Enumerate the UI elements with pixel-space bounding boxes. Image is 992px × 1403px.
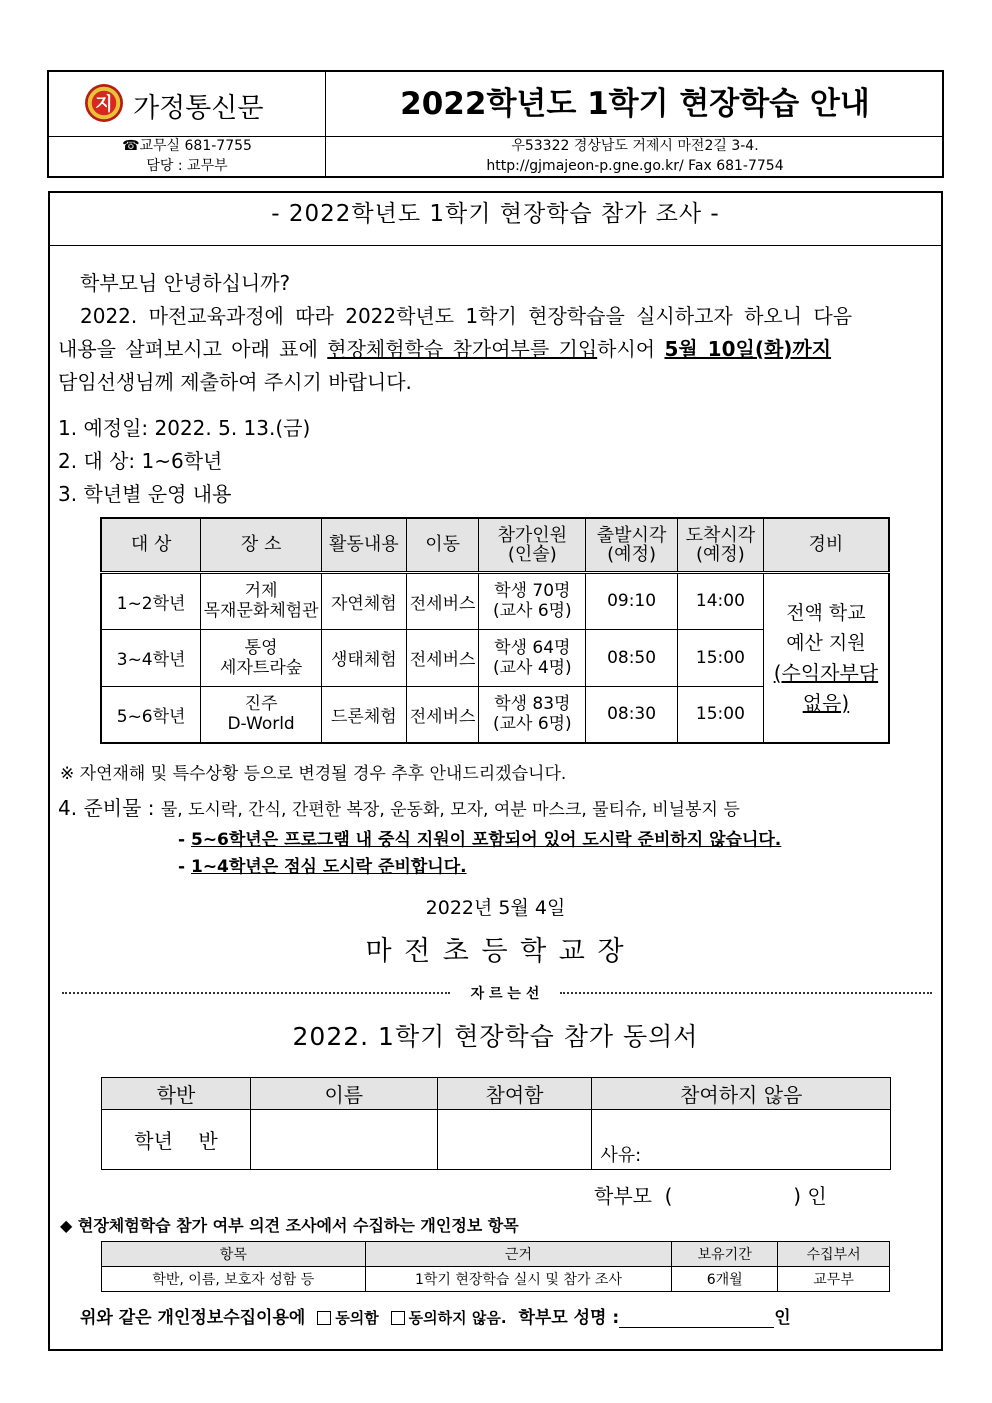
col-participate: 참여함 xyxy=(437,1078,592,1110)
reason-field[interactable]: 사유: xyxy=(592,1110,891,1170)
schedule-table xyxy=(100,517,890,744)
dept-text: 담당 : 교무부 xyxy=(146,158,228,174)
item-content: 3. 학년별 운영 내용 xyxy=(58,482,232,506)
parent-signature[interactable]: 학부모 ( ) 인 xyxy=(594,1184,827,1208)
web-fax-text: http://gjmajeon-p.gne.go.kr/ Fax 681-7754 xyxy=(486,158,784,174)
col-name: 이름 xyxy=(250,1078,437,1110)
student-name-field[interactable] xyxy=(250,1110,437,1170)
consent-form-table xyxy=(101,1077,891,1170)
form-input-row xyxy=(102,1110,891,1170)
col-cost: 경비 xyxy=(763,518,889,572)
intro-line-1: 2022. 마전교육과정에 따라 2022학년도 1학기 현장학습을 실시하고자 하오니 다음 xyxy=(80,304,853,328)
survey-title: - 2022학년도 1학기 현장학습 참가 조사 - xyxy=(271,201,720,227)
cut-line-label: 자 르 는 선 xyxy=(470,986,540,1002)
school-logo-icon: 지 xyxy=(85,84,123,122)
item-date: 1. 예정일: 2022. 5. 13.(금) xyxy=(58,416,311,440)
notice-text: ※ 자연재해 및 특수상황 등으로 변경될 경우 추후 안내드리겠습니다. xyxy=(60,764,567,784)
cut-line-left xyxy=(62,992,450,994)
col-target: 대 상 xyxy=(101,518,201,572)
item-target: 2. 대 상: 1~6학년 xyxy=(58,449,223,473)
form-header-row xyxy=(102,1078,891,1110)
col-activity: 활동내용 xyxy=(321,518,406,572)
contact-info xyxy=(49,136,325,176)
schedule-header-row xyxy=(101,518,889,572)
greeting: 학부모님 안녕하십니까? xyxy=(80,271,291,295)
participate-field[interactable] xyxy=(437,1110,592,1170)
col-not-participate: 참여하지 않음 xyxy=(592,1078,891,1110)
page-title: 2022학년도 1학기 현장학습 안내 xyxy=(400,86,870,122)
table-row: 학반, 이름, 보호자 성함 등 1학기 현장학습 실시 및 참가 조사 6개월 교무부 xyxy=(102,1267,890,1292)
prep-note-1: - 5~6학년은 프로그램 내 중식 지원이 포함되어 있어 도시락 준비하지 않습니다. xyxy=(178,830,782,850)
date-line: 2022년 5월 4일 xyxy=(425,897,566,919)
col-people: 참가인원 (인솔) xyxy=(479,518,586,572)
col-place: 장 소 xyxy=(201,518,322,572)
prep-line: 4. 준비물 : 물, 도시락, 간식, 간편한 복장, 운동화, 모자, 여분 마스크, 물티슈, 비닐봉지 등 xyxy=(58,796,740,820)
table-row: 5~6학년 진주 D-World 드론체험 전세버스 학생 83명 (교사 6명) 08:30 15:00 xyxy=(101,686,889,743)
agree-checkbox[interactable] xyxy=(317,1311,331,1325)
brand-label: 가정통신문 xyxy=(133,93,264,124)
table-row: 1~2학년 거제 목재문화체험관 자연체험 전세버스 학생 70명 (교사 6명) 09:10 14:00 전액 학교 예산 지원 (수익자부담 없음) xyxy=(101,572,889,629)
privacy-title: ◆ 현장체험학습 참가 여부 의견 조사에서 수집하는 개인정보 항목 xyxy=(60,1216,519,1235)
disagree-checkbox[interactable] xyxy=(391,1311,405,1325)
intro-line-3: 담임선생님께 제출하여 주시기 바랍니다. xyxy=(58,370,412,394)
address-info xyxy=(326,136,944,176)
intro-line-2: 내용을 살펴보시고 아래 표에 현장체험학습 참가여부를 기입하시어 5월 10일(화)까지 xyxy=(58,337,832,361)
privacy-header-row: 항목 근거 보유기간 수집부서 xyxy=(102,1242,890,1267)
col-move: 이동 xyxy=(406,518,479,572)
col-depart: 출발시각 (예정) xyxy=(586,518,678,572)
cost-cell: 전액 학교 예산 지원 (수익자부담 없음) xyxy=(763,572,889,743)
privacy-table xyxy=(101,1241,890,1292)
agree-line: 위와 같은 개인정보수집이용에 동의함 동의하지 않음. 학부모 성명 : 인 xyxy=(80,1308,791,1328)
phone-text: ☎교무실 681-7755 xyxy=(122,138,252,154)
table-row: 3~4학년 통영 세자트라숲 생태체험 전세버스 학생 64명 (교사 4명) 08:50 15:00 xyxy=(101,629,889,686)
consent-title: 2022. 1학기 현장학습 참가 동의서 xyxy=(292,1022,699,1051)
col-arrive: 도착시각 (예정) xyxy=(677,518,763,572)
col-class: 학반 xyxy=(102,1078,251,1110)
prep-note-2: - 1~4학년은 점심 도시락 준비합니다. xyxy=(178,857,467,877)
grade-class-field[interactable]: 학년 반 xyxy=(102,1110,251,1170)
title-divider xyxy=(50,245,941,246)
principal-name: 마 전 초 등 학 교 장 xyxy=(365,936,626,967)
cut-line-right xyxy=(560,992,932,994)
signature-field[interactable] xyxy=(619,1309,774,1328)
address-text: 우53322 경상남도 거제시 마전2길 3-4. xyxy=(511,138,759,154)
header-box xyxy=(47,70,944,178)
